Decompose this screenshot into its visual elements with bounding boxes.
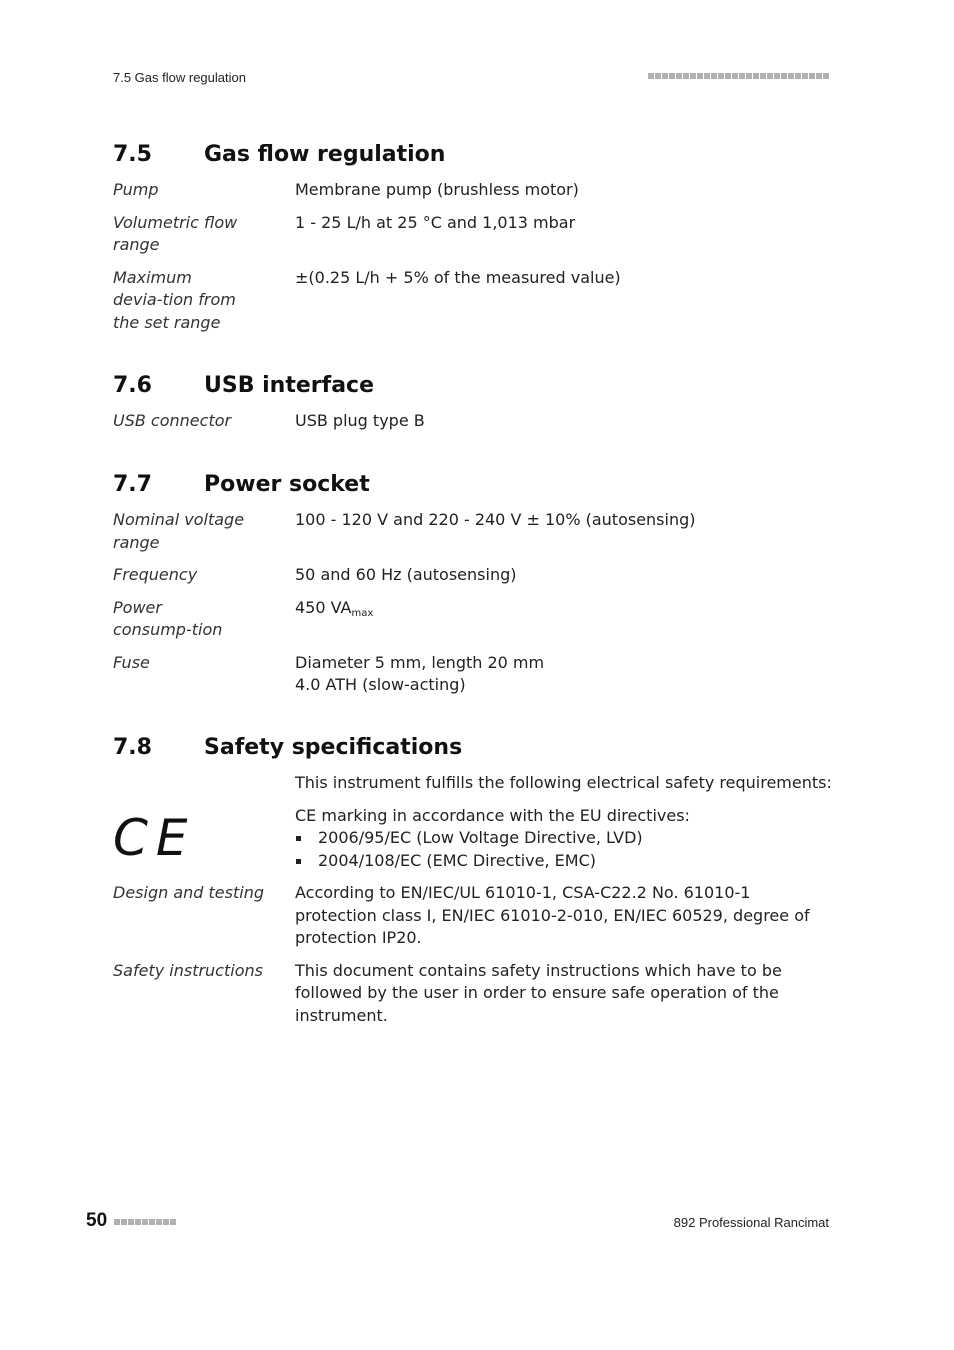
- spec-row: [113, 597, 833, 642]
- product-name: 892 Professional Rancimat: [673, 1215, 829, 1230]
- spec-value: 50 and 60 Hz (autosensing): [295, 565, 517, 584]
- spec-label: Power consump-tion: [113, 597, 223, 639]
- spec-row: [113, 267, 833, 335]
- directive-list: [295, 827, 833, 872]
- ce-mark-icon: CE: [113, 808, 196, 867]
- spec-row: [113, 509, 833, 554]
- section-heading: 7.7 Power socket: [113, 472, 370, 497]
- spec-value: 1 - 25 L/h at 25 °C and 1,013 mbar: [295, 212, 576, 232]
- spec-row: [113, 652, 833, 697]
- ce-text: CE marking in accordance with the EU directives:: [295, 805, 690, 825]
- spec-label: Volumetric flow range: [113, 212, 238, 254]
- spec-label: Safety instructions: [113, 960, 263, 980]
- spec-value: 100 - 120 V and 220 - 240 V ± 10% (autosensing): [295, 510, 696, 529]
- safety-intro: This instrument fulfills the following electrical safety requirements:: [295, 773, 832, 792]
- spec-row: [113, 410, 833, 433]
- spec-label: Fuse: [113, 652, 150, 672]
- spec-row: [113, 179, 833, 202]
- spec-label: Nominal voltage range: [113, 510, 245, 552]
- spec-value: Membrane pump (brushless motor): [295, 180, 579, 199]
- section-usb: [113, 372, 833, 443]
- header-decoration: [648, 73, 829, 79]
- spec-row: [113, 212, 833, 257]
- running-header: 7.5 Gas flow regulation: [113, 70, 246, 85]
- page-number: 50: [86, 1210, 108, 1231]
- spec-label: USB connector: [113, 411, 232, 430]
- spec-label: Design and testing: [113, 883, 264, 902]
- spec-value: Diameter 5 mm, length 20 mm 4.0 ATH (slow-acting): [295, 652, 545, 694]
- spec-row: [113, 772, 833, 795]
- spec-value: USB plug type B: [295, 411, 425, 430]
- section-gas-flow: [113, 141, 833, 344]
- spec-row: [113, 805, 833, 873]
- spec-label: Frequency: [113, 565, 198, 584]
- spec-value: ±(0.25 L/h + 5% of the measured value): [295, 267, 621, 287]
- footer-decoration: [114, 1219, 176, 1225]
- spec-label: Pump: [113, 180, 159, 199]
- list-item: 2004/108/EC (EMC Directive, EMC): [295, 850, 833, 873]
- spec-row: [113, 564, 833, 587]
- section-heading: 7.6 USB interface: [113, 373, 375, 398]
- section-safety: [113, 734, 833, 1037]
- spec-value: According to EN/IEC/UL 61010-1, CSA-C22.2 No. 61010-1 protection class I, EN/IEC 61010-2-010, EN/IEC 60529, degree of protection IP20.: [295, 883, 810, 947]
- spec-row: [113, 882, 833, 950]
- spec-value: 450 $VA_{max}$: [295, 597, 374, 619]
- list-item: 2006/95/EC (Low Voltage Directive, LVD): [295, 827, 833, 850]
- spec-value: This document contains safety instructions which have to be followed by the user in order to ensure safe operation of the instrument.: [295, 960, 782, 1025]
- section-heading: 7.5 Gas flow regulation: [113, 142, 446, 167]
- spec-label: Maximum devia-tion from the set range: [113, 267, 236, 332]
- spec-row: [113, 960, 833, 1028]
- section-power-socket: [113, 471, 833, 707]
- section-heading: 7.8 Safety specifications: [113, 735, 463, 760]
